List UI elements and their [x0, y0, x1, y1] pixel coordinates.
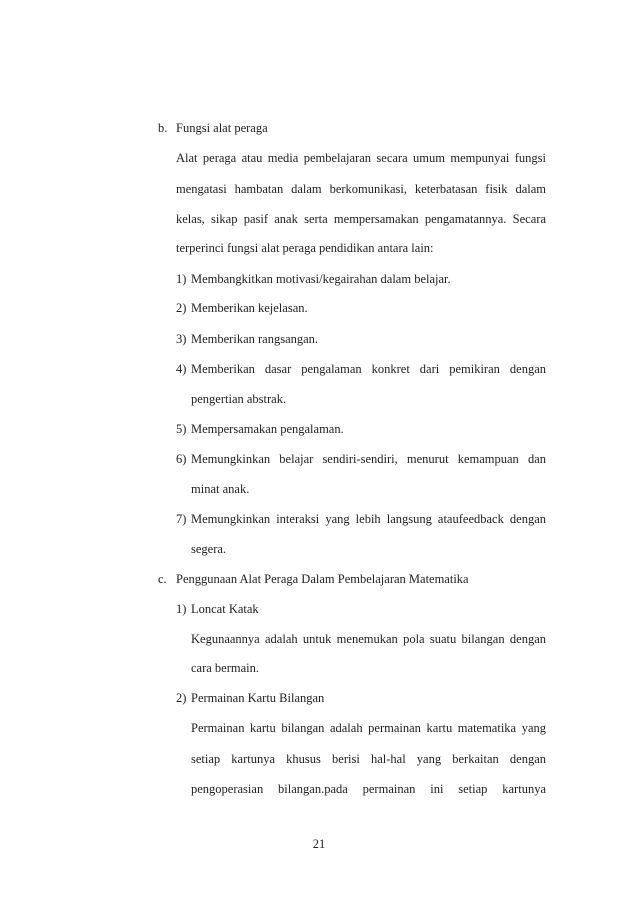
list-item-number: 5)	[176, 422, 187, 436]
list-item-text: minat anak.	[191, 482, 250, 496]
list-item-number: 1)	[176, 272, 187, 286]
list-item-text: pengoperasian bilangan.pada permainan ini setiap kartunya	[191, 782, 546, 796]
list-item-number: 3)	[176, 332, 187, 346]
list-item-text: segera.	[191, 542, 227, 556]
subsection-title: Permainan Kartu Bilangan	[191, 691, 325, 705]
page-number: 21	[312, 837, 326, 851]
list-item-number: 6)	[176, 452, 187, 466]
list-item-number: 2)	[176, 691, 187, 705]
list-item-text: Permainan kartu bilangan adalah permainan kartu matematika yang	[191, 721, 546, 735]
paragraph-line: mengatasi hambatan dalam berkomunikasi, keterbatasan fisik dalam	[176, 182, 546, 196]
section-b-marker: b.	[158, 121, 168, 135]
list-item-text: Memberikan dasar pengalaman konkret dari pemikiran dengan	[191, 362, 546, 376]
list-item-text: Memberikan rangsangan.	[191, 332, 319, 346]
section-c-marker: c.	[158, 572, 167, 586]
list-item-text: Memungkinkan belajar sendiri-sendiri, menurut kemampuan dan	[191, 452, 546, 466]
section-c-heading: Penggunaan Alat Peraga Dalam Pembelajaran Matematika	[176, 572, 469, 586]
list-item-text: Memberikan kejelasan.	[191, 301, 308, 315]
section-b-heading: Fungsi alat peraga	[176, 121, 268, 135]
paragraph-line: terperinci fungsi alat peraga pendidikan antara lain:	[176, 241, 434, 255]
list-item-text: cara bermain.	[191, 661, 260, 675]
list-item-text: pengertian abstrak.	[191, 392, 287, 406]
list-item-number: 2)	[176, 301, 187, 315]
list-item-text: Memungkinkan interaksi yang lebih langsung ataufeedback dengan	[191, 512, 546, 526]
list-item-text: Mempersamakan pengalaman.	[191, 422, 344, 436]
list-item-text: setiap kartunya khusus berisi hal-hal yang berkaitan dengan	[191, 752, 546, 766]
list-item-number: 1)	[176, 602, 187, 616]
list-item-number: 4)	[176, 362, 187, 376]
list-item-text: Kegunaannya adalah untuk menemukan pola suatu bilangan dengan	[191, 632, 546, 646]
list-item-text: Membangkitkan motivasi/kegairahan dalam belajar.	[191, 272, 451, 286]
subsection-title: Loncat Katak	[191, 602, 259, 616]
paragraph-line: kelas, sikap pasif anak serta mempersamakan pengamatannya. Secara	[176, 212, 546, 226]
paragraph-line: Alat peraga atau media pembelajaran secara umum mempunyai fungsi	[176, 151, 546, 165]
list-item-number: 7)	[176, 512, 187, 526]
